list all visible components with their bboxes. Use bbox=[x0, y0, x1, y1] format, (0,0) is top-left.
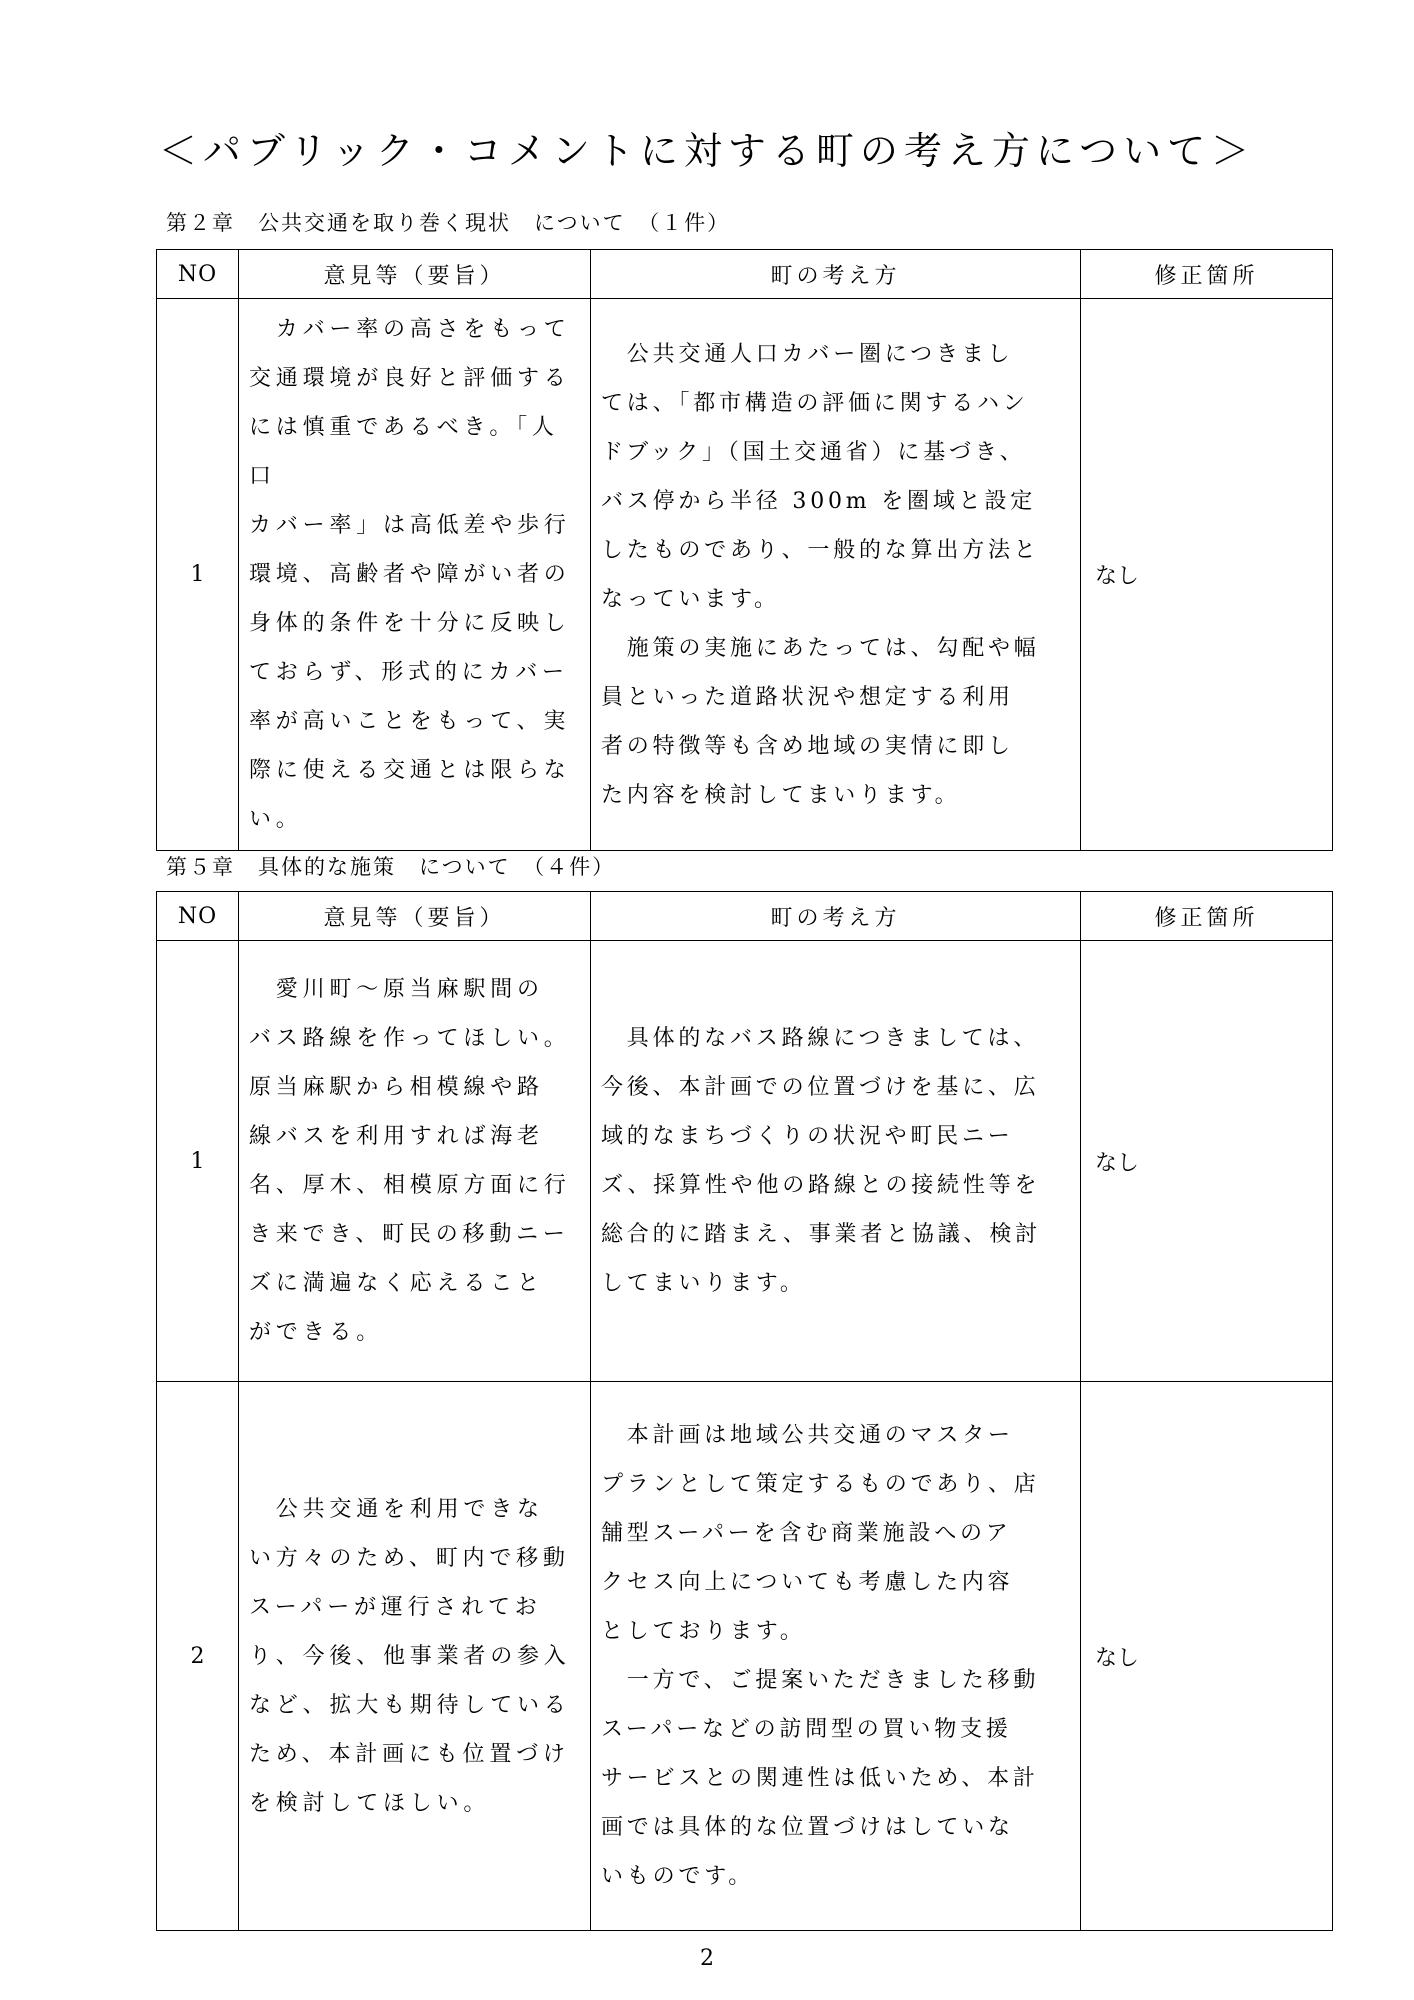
row-no: 1 bbox=[157, 299, 239, 851]
header-fix: 修正箇所 bbox=[1081, 892, 1333, 941]
table-header-row bbox=[157, 892, 1333, 941]
section-label-chapter2: 第２章 公共交通を取り巻く現状 について （１件） bbox=[166, 211, 731, 235]
row-fix: なし bbox=[1081, 1382, 1333, 1931]
row-fix: なし bbox=[1081, 941, 1333, 1382]
row-response: 公共交通人口カバー圏につきまし ては、「都市構造の評価に関するハン ドブック」（国土交通省）に基づき、 バス停から半径 300m を圏域と設定 したものであり、一般的な算出方法と なっています。 施策の実施にあたっては、勾配や幅 員といった道路状況や想定する利用 者の特徴等も含め地域の実情に即し た内容を検討してまいります。 bbox=[591, 299, 1081, 851]
comment-table-chapter2 bbox=[156, 249, 1333, 851]
row-opinion: 愛川町～原当麻駅間の バス路線を作ってほしい。 原当麻駅から相模線や路 線バスを利用すれば海老 名、厚木、相模原方面に行 き来でき、町民の移動ニー ズに満遍なく応えること ができる。 bbox=[239, 941, 591, 1382]
header-no: NO bbox=[157, 892, 239, 941]
header-no: NO bbox=[157, 250, 239, 299]
section-label-chapter5: 第５章 具体的な施策 について （４件） bbox=[166, 855, 616, 879]
header-response: 町の考え方 bbox=[591, 250, 1081, 299]
table-header-row bbox=[157, 250, 1333, 299]
row-response: 本計画は地域公共交通のマスター プランとして策定するものであり、店 舗型スーパーを含む商業施設へのア クセス向上についても考慮した内容 としております。 一方で、ご提案いただきました移動 スーパーなどの訪問型の買い物支援 サービスとの関連性は低いため、本計 画では具体的な位置づけはしていな いものです。 bbox=[591, 1382, 1081, 1931]
table-row bbox=[157, 1382, 1333, 1931]
table-row bbox=[157, 941, 1333, 1382]
comment-table-chapter5 bbox=[156, 891, 1333, 1931]
row-response: 具体的なバス路線につきましては、 今後、本計画での位置づけを基に、広 域的なまちづくりの状況や町民ニー ズ、採算性や他の路線との接続性等を 総合的に踏まえ、事業者と協議、検討 してまいります。 bbox=[591, 941, 1081, 1382]
page-number: 2 bbox=[700, 1946, 714, 1971]
header-opinion: 意見等（要旨） bbox=[239, 892, 591, 941]
row-opinion: カバー率の高さをもって 交通環境が良好と評価する には慎重であるべき。「人口 カバー率」は高低差や歩行 環境、高齢者や障がい者の 身体的条件を十分に反映し ておらず、形式的にカバー 率が高いことをもって、実 際に使える交通とは限らな い。 bbox=[239, 299, 591, 851]
row-fix: なし bbox=[1081, 299, 1333, 851]
page-title: ＜パブリック・コメントに対する町の考え方について＞ bbox=[158, 129, 1256, 173]
header-opinion: 意見等（要旨） bbox=[239, 250, 591, 299]
row-no: 1 bbox=[157, 941, 239, 1382]
row-opinion: 公共交通を利用できな い方々のため、町内で移動 スーパーが運行されてお り、今後、他事業者の参入 など、拡大も期待している ため、本計画にも位置づけ を検討してほしい。 bbox=[239, 1382, 591, 1931]
table-row bbox=[157, 299, 1333, 851]
header-fix: 修正箇所 bbox=[1081, 250, 1333, 299]
row-no: 2 bbox=[157, 1382, 239, 1931]
header-response: 町の考え方 bbox=[591, 892, 1081, 941]
